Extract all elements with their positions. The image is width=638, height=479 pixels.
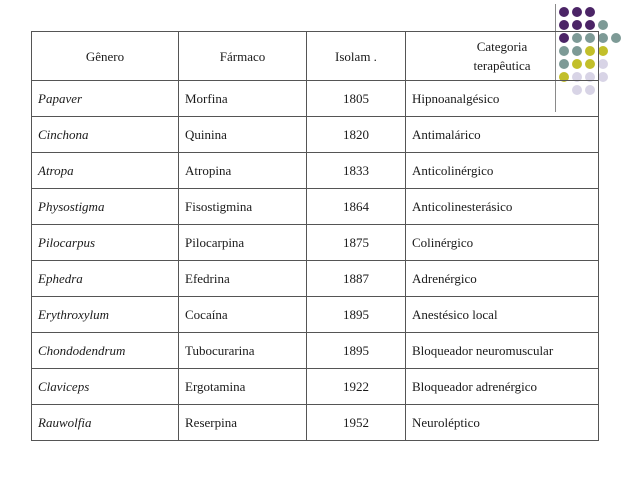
genus-cell: Physostigma — [32, 189, 179, 225]
category-cell: Neuroléptico — [406, 405, 599, 441]
table-row — [32, 225, 599, 261]
category-cell: Anestésico local — [406, 297, 599, 333]
table-row — [32, 297, 599, 333]
category-cell: Hipnoanalgésico — [406, 81, 599, 117]
decorative-dot — [559, 20, 569, 30]
year-cell: 1805 — [307, 81, 406, 117]
year-cell: 1875 — [307, 225, 406, 261]
category-cell: Anticolinesterásico — [406, 189, 599, 225]
header-isolated: Isolam . — [307, 32, 406, 81]
category-cell: Bloqueador neuromuscular — [406, 333, 599, 369]
table-row — [32, 333, 599, 369]
year-cell: 1922 — [307, 369, 406, 405]
table-row — [32, 405, 599, 441]
category-cell: Colinérgico — [406, 225, 599, 261]
decorative-dot — [598, 33, 608, 43]
drug-cell: Tubocurarina — [179, 333, 307, 369]
genus-cell: Erythroxylum — [32, 297, 179, 333]
header-genus: Gênero — [32, 32, 179, 81]
drug-cell: Cocaína — [179, 297, 307, 333]
table-header-row — [32, 32, 599, 81]
drug-cell: Fisostigmina — [179, 189, 307, 225]
decorative-dot — [598, 20, 608, 30]
header-category — [406, 32, 599, 81]
decorative-dot — [572, 7, 582, 17]
drug-cell: Morfina — [179, 81, 307, 117]
table-row — [32, 189, 599, 225]
drug-cell: Atropina — [179, 153, 307, 189]
drug-cell: Ergotamina — [179, 369, 307, 405]
year-cell: 1833 — [307, 153, 406, 189]
table-row — [32, 81, 599, 117]
decorative-dot — [585, 20, 595, 30]
header-category-line2: terapêutica — [473, 58, 531, 73]
decorative-dot — [598, 72, 608, 82]
year-cell: 1952 — [307, 405, 406, 441]
decorative-dot — [611, 33, 621, 43]
decorative-dot — [598, 46, 608, 56]
drug-cell: Pilocarpina — [179, 225, 307, 261]
header-drug: Fármaco — [179, 32, 307, 81]
table-row — [32, 117, 599, 153]
drug-cell: Efedrina — [179, 261, 307, 297]
table-row — [32, 261, 599, 297]
genus-cell: Ephedra — [32, 261, 179, 297]
genus-cell: Pilocarpus — [32, 225, 179, 261]
drug-cell: Quinina — [179, 117, 307, 153]
decorative-dot — [559, 7, 569, 17]
genus-cell: Chondodendrum — [32, 333, 179, 369]
genus-cell: Rauwolfia — [32, 405, 179, 441]
decorative-dot — [585, 7, 595, 17]
category-cell: Bloqueador adrenérgico — [406, 369, 599, 405]
category-cell: Adrenérgico — [406, 261, 599, 297]
header-category-line1: Categoria — [476, 39, 528, 54]
year-cell: 1820 — [307, 117, 406, 153]
genus-cell: Claviceps — [32, 369, 179, 405]
drug-cell: Reserpina — [179, 405, 307, 441]
decorative-dot — [572, 20, 582, 30]
category-cell: Anticolinérgico — [406, 153, 599, 189]
year-cell: 1895 — [307, 297, 406, 333]
year-cell: 1895 — [307, 333, 406, 369]
table-row — [32, 369, 599, 405]
genus-cell: Papaver — [32, 81, 179, 117]
year-cell: 1887 — [307, 261, 406, 297]
year-cell: 1864 — [307, 189, 406, 225]
drug-table — [31, 31, 599, 441]
category-cell: Antimalárico — [406, 117, 599, 153]
genus-cell: Atropa — [32, 153, 179, 189]
genus-cell: Cinchona — [32, 117, 179, 153]
table-row — [32, 153, 599, 189]
decorative-dot — [598, 59, 608, 69]
